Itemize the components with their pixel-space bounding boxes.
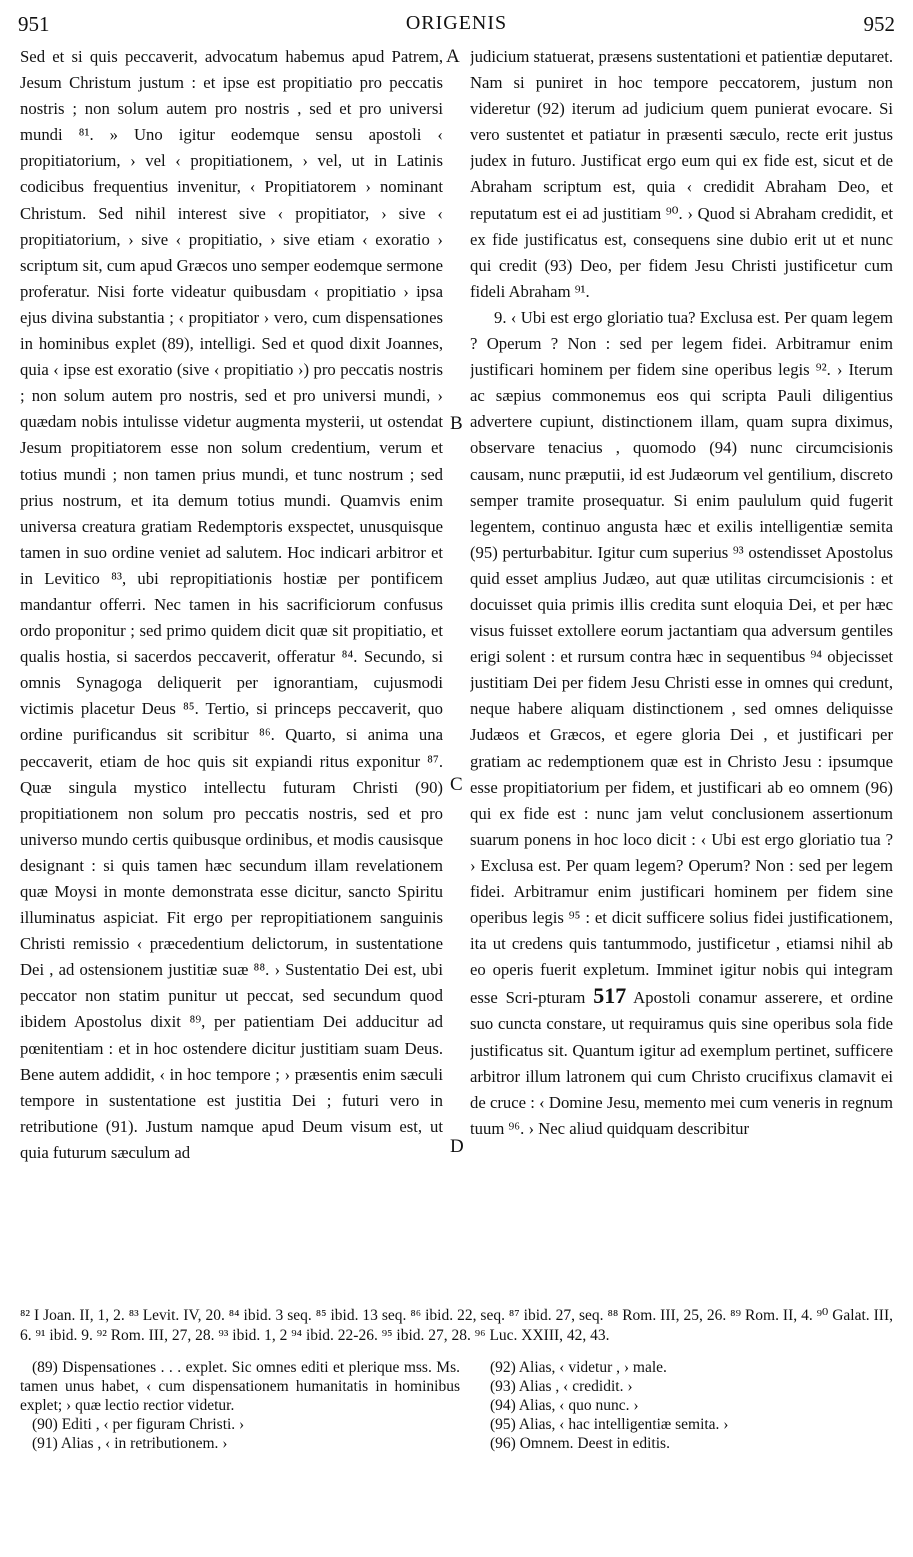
left-column (20, 44, 443, 1300)
migne-column-number: 517 (593, 983, 627, 1009)
critical-note: (93) Alias , ‹ credidit. › (490, 1378, 633, 1395)
right-paragraph-2-cont: Apostoli conamur asserere, et ordine suo cuncta constare, ut requiramus quis sine operibus sola fide justificatus sit. Quantum igitur ad exemplum pertinet, sufficere arbitror illum latronem qui cum Christo crucifixus clamavit ei de cruce : ‹ Domine Jesu, memento mei cum veneris in regnum tuum ⁹⁶. › Nec aliud quidquam describitur (470, 988, 893, 1138)
critical-note: (91) Alias , ‹ in retributionem. › (32, 1435, 228, 1452)
right-column (470, 44, 893, 1300)
left-paragraph: Sed et si quis peccaverit, advocatum habemus apud Patrem, Jesum Christum justum : et ipse est propitiatio pro peccatis nostris ; non solum autem pro nostris , sed et pro universi mundi ⁸¹. » Uno igitur eodemque sensu apostoli ‹ propitiatorium, › vel ‹ propitiationem, › vel, ut in Latinis codicibus frequentius invenitur, ‹ Propitiatorem › nominant Christum. Sed nihil interest sive ‹ propitiator, › sive ‹ propitiatorium, › sive ‹ propitiatio, › sive etiam ‹ exoratio › scriptum sit, cum apud Græcos uno semper eodemque sermone proferatur. Nisi forte videatur quibusdam ‹ propitiatio › ipsa ejus divina substantia ; ‹ propitiator › vero, cum dispensationes in hominibus explet (89), intelligi. Sed et quod dixit Joannes, quia ‹ ipse est exoratio (sive ‹ propitiatio ›) pro peccatis nostris ; non solum autem pro nostris, sed et pro universi mundi, › quædam nobis intulisse videtur augmenta mysterii, ut ostendat Jesum propitiatorem esse non solum credentium, verum et totius mundi ; non tamen prius mundi, et tunc nostrum ; sed prius nostrum, et ita demum totius mundi. Quamvis enim universa creatura gratiam Redemptoris exspectet, unusquisque tamen in suo ordine veniet ad salutem. Hoc indicari arbitror et in Levitico ⁸³, ubi repropitiationis hostiæ per pontificem mandantur offerri. Nec tamen in his sacrificiorum confusus ordo proponitur ; sed primo quidem dicit quæ sit propitiatio, et qualis hostia, si sacerdos peccaverit, offeratur ⁸⁴. Secundo, si omnis Synagoga deliquerit per ignorantiam, cujusmodi victimis placetur Deus ⁸⁵. Tertio, si princeps peccaverit, quo ordine purificandus sit scribitur ⁸⁶. Quarto, si anima una peccaverit, etiam de hoc quis sit expiandi ritus exponitur ⁸⁷. Quæ singula mystico intellectu futuram Christi (90) propitiationem non solum pro peccatis nostris, sed et pro universo mundo certis quibusque ordinibus, et modis causisque designant : si quis tamen hæc secundum illam revelationem quæ Moysi in monte demonstrata esse dicitur, sancto Spiritu illuminatus aspiciat. Fit ergo per repropitiationem sanguinis Christi remissio ‹ præcedentium delictorum, in sustentatione Dei , ad ostensionem justitiæ suæ ⁸⁸. › Sustentatio Dei est, ubi peccator non statim punitur ut peccat, sed secundum quod ibidem Apostolus dixit ⁸⁹, per patientiam Dei adducitur ad pœnitentiam : et in hoc ostendere dicitur justitiam suam Deus. Bene autem addidit, ‹ in hoc tempore ; › præsentis enim sæculi tempore in sustentatione est justitia Dei ; futuri vero in retributione (91). Justum namque apud Deum visum est, ut quia futurum sæculum ad (20, 47, 443, 1162)
margin-mark-b: B (450, 413, 463, 434)
critical-note: (94) Alias, ‹ quo nunc. › (490, 1397, 639, 1414)
critical-note: (96) Omnem. Deest in editis. (490, 1435, 670, 1452)
critical-note: (92) Alias, ‹ videtur , › male. (490, 1359, 667, 1376)
page-number-right: 952 (863, 12, 895, 36)
critical-notes-left (20, 1358, 460, 1453)
margin-mark-d: D (450, 1136, 464, 1157)
right-paragraph-2-text: 9. ‹ Ubi est ergo gloriatio tua? Exclusa est. Per quam legem ? Operum ? Non : sed per legem fidei. Arbitramur enim justificari hominem per fidem sine operibus legis ⁹². › Iterum ac sæpius commonemus eos qui scripta Pauli diligentius advertere cupiunt, distinctionem illam, quam supra diximus, observare tenacius , quomodo (94) nunc circumcisionis causam, nunc præputii, id est Judæorum vel gentilium, discreto semper tramite prosequatur. Si enim paululum quid fugerit legentem, continuo angusta hæc et exilis intelligentiæ semita (95) perturbabitur. Igitur cum superius ⁹³ ostendisset Apostolus quid esset amplius Judæo, aut quæ utilitas circumcisionis : et docuisset quia primis illis credita sunt eloquia Dei, et per hæc visus fuisset extollere eorum jactantiam qua adversum gentiles erigi solent : et rursum contra hæc in sequentibus ⁹⁴ objecisset justitiam Dei per fidem Jesu Christi esse in omnes qui credunt, neque habere aliquam distinctionem , sed omnes deliquisse Judæos et Græcos, et egere gloria Dei , et justificari per gratiam ac redemptionem quæ est in Christo Jesu : ipsumque esse propitiatorium per fidem, et justificari ab eo omnem (96) qui ex fide est : nunc jam velut conclusionem assertionum suarum ponens in hoc loco dicit : ‹ Ubi est ergo gloriatio tua ? › Exclusa est. Per quam legem? Operum? Non : sed per legem fidei. Arbitramur enim justificari hominem per fidem sine operibus legis ⁹⁵ : et dicit sufficere solius fidei justificationem, ita ut credens quis tantummodo, justificetur , etiamsi nihil ab eo operis fuerit expletum. Imminet igitur nobis qui integram esse Scri- (470, 307, 893, 1008)
running-title: ORIGENIS (405, 12, 508, 34)
margin-mark-a: A (446, 46, 460, 67)
scripture-references: ⁸² I Joan. II, 1, 2. ⁸³ Levit. IV, 20. ⁸⁴ ibid. 3 seq. ⁸⁵ ibid. 13 seq. ⁸⁶ ibid. 22, seq. ⁸⁷ ibid. 27, seq. ⁸⁸ Rom. III, 25, 26. ⁸⁹ Rom. II, 4. ⁹⁰ Galat. III, 6. ⁹¹ ibid. 9. ⁹² Rom. III, 27, 28. ⁹³ ibid. 1, 2 ⁹⁴ ibid. 22-26. ⁹⁵ ibid. 27, 28. ⁹⁶ Luc. XXIII, 42, 43. (20, 1307, 893, 1344)
right-paragraph-1: judicium statuerat, præsens sustentationi et patientiæ deputaret. Nam si puniret in hoc tempore peccatorem, justum non videretur (92) iterum ad judicium quem punierat evocare. Si vero sustentet et patiatur in præsenti sæculo, recte erit justus judex in futuro. Justificat ergo eum qui ex fide est, sicut et de Abraham scriptum est, quia ‹ credidit Abraham Deo, et reputatum est ei ad justitiam ⁹⁰. › Quod si Abraham credidit, et ex fide justificatus est, consequens sine dubio erit ut et nunc qui credit (93) Deo, per fidem Jesu Christi justificetur cum fideli Abraham ⁹¹. (470, 47, 893, 301)
critical-note: (95) Alias, ‹ hac intelligentiæ semita. › (490, 1416, 729, 1433)
running-header (18, 12, 895, 40)
critical-notes-right (490, 1358, 890, 1453)
right-paragraph-2-break: pturam (538, 988, 586, 1008)
critical-note: (89) Dispensationes . . . explet. Sic omnes editi et plerique mss. Ms. tamen unus habet, ‹ cum dispensationem humanitatis in hominibus explet; › quæ lectio rectior videtur. (20, 1359, 460, 1414)
right-paragraph-2 (470, 305, 893, 1142)
critical-note: (90) Editi , ‹ per figuram Christi. › (32, 1416, 245, 1433)
margin-mark-c: C (450, 774, 463, 795)
page-number-left: 951 (18, 12, 50, 36)
